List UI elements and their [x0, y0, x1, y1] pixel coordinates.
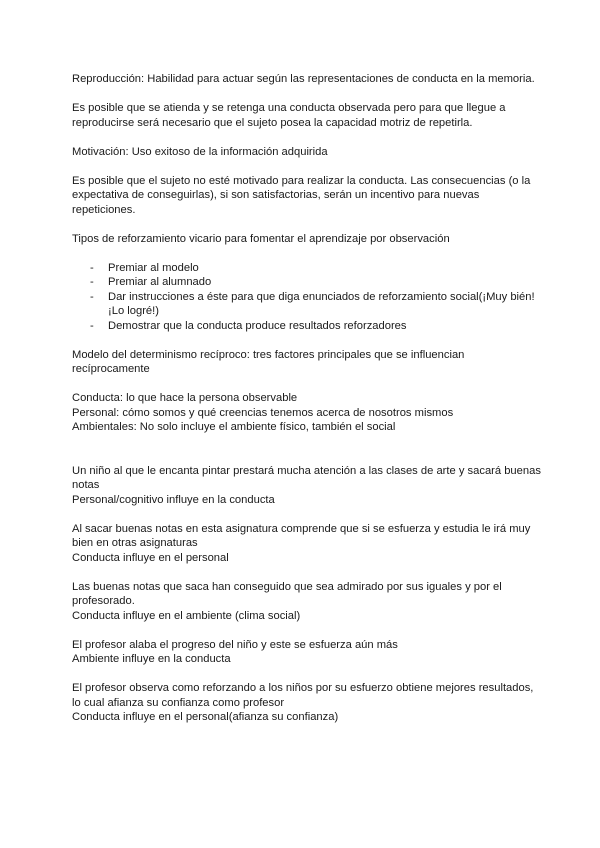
list-item: - Premiar al modelo: [72, 261, 542, 276]
example-3-conclusion: Conducta influye en el ambiente (clima social): [72, 609, 301, 622]
example-1-text: Un niño al que le encanta pintar prestará mucha atención a las clases de arte y sacará buenas notas: [72, 464, 541, 491]
example-5-text: El profesor observa como reforzando a los niños por su esfuerzo obtiene mejores resultados, lo cual afianza su confianza como profesor: [72, 682, 534, 709]
list-item: - Dar instrucciones a éste para que diga enunciados de reforzamiento social(¡Muy bién! ¡Lo logré!): [72, 290, 542, 319]
list-item: - Demostrar que la conducta produce resultados reforzadores: [72, 319, 542, 334]
paragraph-reproduccion-detail: Es posible que se atienda y se retenga una conducta observada pero para que llegue a reproducirse será necesario que el sujeto posea la capacidad motriz de repetirla.: [72, 102, 506, 129]
example-2-conclusion: Conducta influye en el personal: [72, 551, 229, 564]
list-item: - Premiar al alumnado: [72, 275, 542, 290]
paragraph-reproduccion: Reproducción: Habilidad para actuar según las representaciones de conducta en la memoria.: [72, 73, 535, 85]
factor-personal: Personal: cómo somos y qué creencias tenemos acerca de nosotros mismos: [72, 406, 454, 419]
example-5-conclusion: Conducta influye en el personal(afianza su confianza): [72, 711, 339, 723]
reinforcement-list: [72, 261, 542, 334]
example-1-conclusion: Personal/cognitivo influye en la conducta: [72, 493, 275, 506]
paragraph-modelo: Modelo del determinismo recíproco: tres factores principales que se influencian recíprocamente: [72, 348, 465, 375]
example-4-conclusion: Ambiente influye en la conducta: [72, 653, 231, 665]
document-body: [72, 72, 542, 725]
example-4-text: El profesor alaba el progreso del niño y este se esfuerza aún más: [72, 638, 398, 651]
factor-conducta: Conducta: lo que hace la persona observable: [72, 392, 298, 404]
paragraph-motivacion: Motivación: Uso exitoso de la información adquirida: [72, 145, 328, 158]
example-2-text: Al sacar buenas notas en esta asignatura comprende que si se esfuerza y estudia le irá muy bien en otras asignaturas: [72, 522, 531, 549]
example-3-text: Las buenas notas que saca han conseguido que sea admirado por sus iguales y por el profesorado.: [72, 580, 502, 607]
factor-ambientales: Ambientales: No solo incluye el ambiente físico, también el social: [72, 421, 396, 433]
paragraph-motivacion-detail: Es posible que el sujeto no esté motivado para realizar la conducta. Las consecuencias (o la expectativa de conseguirlas), si son satisfactorias, serán un incentivo para nuevas repeticiones.: [72, 174, 531, 216]
paragraph-tipos-reforzamiento: Tipos de reforzamiento vicario para fomentar el aprendizaje por observación: [72, 232, 450, 245]
